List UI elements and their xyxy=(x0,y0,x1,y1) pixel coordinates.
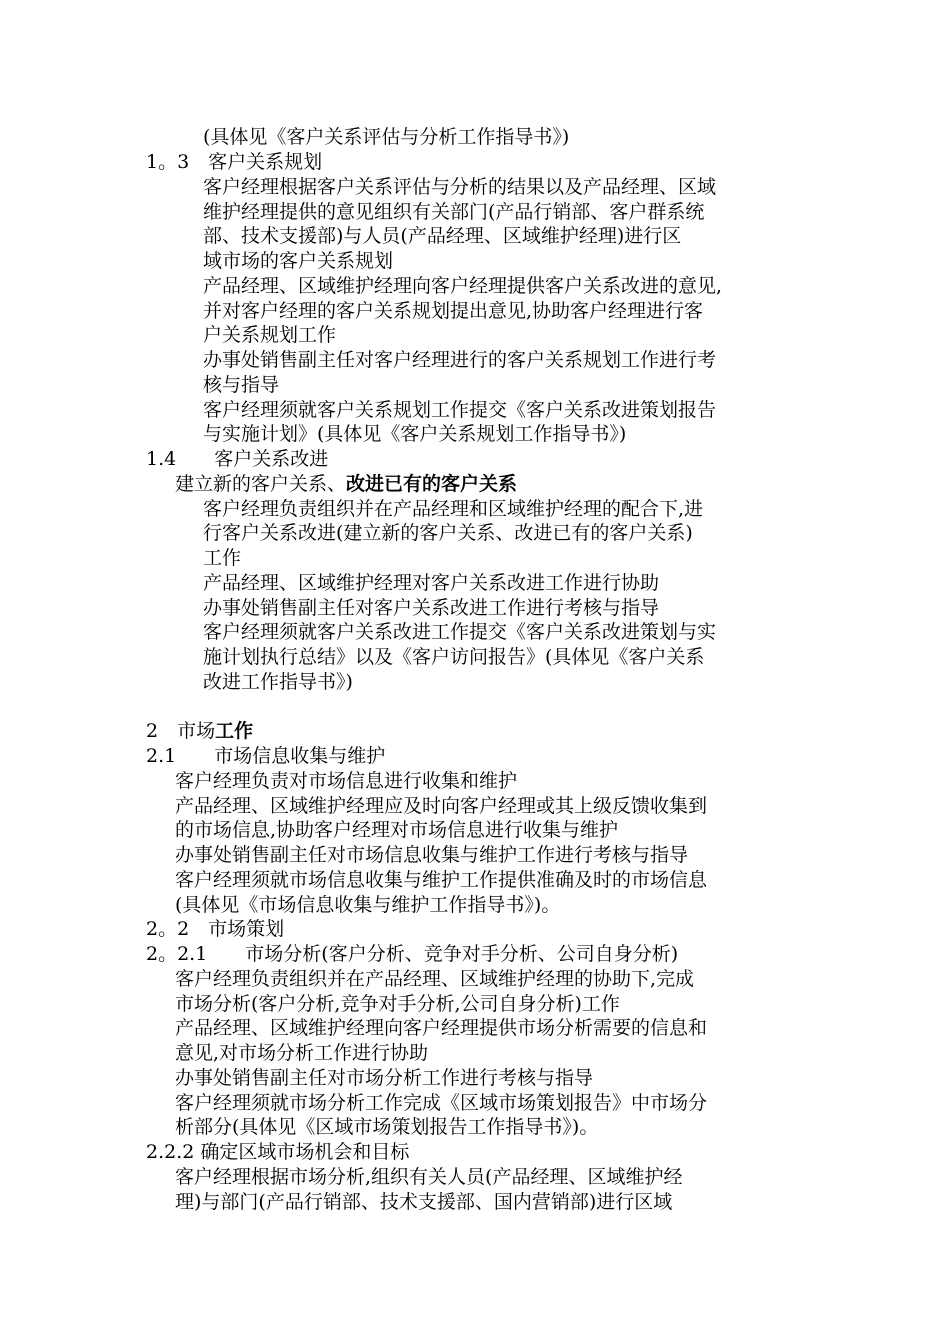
text-line: 客户经理负责组织并在产品经理和区域维护经理的配合下,进 xyxy=(203,498,704,520)
section-heading: 1.4 客户关系改进 xyxy=(146,448,329,470)
text-line: 与实施计划》(具体见《客户关系规划工作指导书》) xyxy=(203,423,627,445)
chapter-heading xyxy=(146,719,253,743)
text-line: 办事处销售副主任对市场分析工作进行考核与指导 xyxy=(175,1067,594,1089)
text-line: 办事处销售副主任对客户经理进行的客户关系规划工作进行考 xyxy=(203,349,717,371)
chapter-heading-bold: 工作 xyxy=(215,720,254,742)
text-line: (具体见《客户关系评估与分析工作指导书》) xyxy=(203,126,570,148)
text-line: 户关系规划工作 xyxy=(203,324,337,346)
section-heading: 1。3 客户关系规划 xyxy=(146,151,323,173)
text-line: 客户经理负责对市场信息进行收集和维护 xyxy=(175,770,518,792)
subsection-heading: 2.2.2 确定区域市场机会和目标 xyxy=(146,1141,410,1163)
text-line: 产品经理、区域维护经理向客户经理提供市场分析需要的信息和 xyxy=(175,1017,708,1039)
text-line: 改进工作指导书》) xyxy=(203,671,353,693)
text-line: 办事处销售副主任对客户关系改进工作进行考核与指导 xyxy=(203,597,660,619)
text-line: 客户经理根据客户关系评估与分析的结果以及产品经理、区域 xyxy=(203,176,717,198)
text-line: 维护经理提供的意见组织有关部门(产品行销部、客户群系统 xyxy=(203,201,705,223)
text-line: 理)与部门(产品行销部、技术支援部、国内营销部)进行区域 xyxy=(175,1191,673,1213)
text-line: 市场分析(客户分析,竞争对手分析,公司自身分析)工作 xyxy=(175,993,620,1015)
text-line: 客户经理须就客户关系规划工作提交《客户关系改进策划报告 xyxy=(203,399,717,421)
subheading-bold: 改进已有的客户关系 xyxy=(346,473,518,495)
text-line: 产品经理、区域维护经理向客户经理提供客户关系改进的意见, xyxy=(203,275,723,297)
text-line: 客户经理根据市场分析,组织有关人员(产品经理、区域维护经 xyxy=(175,1166,683,1188)
text-line: 办事处销售副主任对市场信息收集与维护工作进行考核与指导 xyxy=(175,844,689,866)
subsection-heading: 2。2.1 市场分析(客户分析、竞争对手分析、公司自身分析) xyxy=(146,943,679,965)
text-line: 的市场信息,协助客户经理对市场信息进行收集与维护 xyxy=(175,819,619,841)
text-line: 客户经理须就市场分析工作完成《区域市场策划报告》中市场分 xyxy=(175,1092,708,1114)
text-line: 客户经理须就市场信息收集与维护工作提供准确及时的市场信息 xyxy=(175,869,708,891)
text-line: 施计划执行总结》以及《客户访问报告》(具体见《客户关系 xyxy=(203,646,705,668)
text-line: 客户经理须就客户关系改进工作提交《客户关系改进策划与实 xyxy=(203,621,717,643)
text-line: 并对客户经理的客户关系规划提出意见,协助客户经理进行客 xyxy=(203,300,704,322)
text-line: 产品经理、区域维护经理对客户关系改进工作进行协助 xyxy=(203,572,660,594)
section-heading: 2。2 市场策划 xyxy=(146,918,285,940)
text-line: 域市场的客户关系规划 xyxy=(203,250,394,272)
subheading-line xyxy=(175,472,517,496)
subheading-normal: 建立新的客户关系、 xyxy=(175,473,347,495)
chapter-heading-normal: 2 市场 xyxy=(146,720,216,742)
section-heading: 2.1 市场信息收集与维护 xyxy=(146,745,386,767)
text-line: 工作 xyxy=(203,547,242,569)
text-line: 析部分(具体见《区域市场策划报告工作指导书》)。 xyxy=(175,1116,599,1138)
text-line: 核与指导 xyxy=(203,374,280,396)
text-line: 部、技术支援部)与人员(产品经理、区域维护经理)进行区 xyxy=(203,225,682,247)
text-line: 意见,对市场分析工作进行协助 xyxy=(175,1042,429,1064)
text-line: 客户经理负责组织并在产品经理、区域维护经理的协助下,完成 xyxy=(175,968,695,990)
text-line: (具体见《市场信息收集与维护工作指导书》)。 xyxy=(175,894,561,916)
text-line: 产品经理、区域维护经理应及时向客户经理或其上级反馈收集到 xyxy=(175,795,708,817)
text-line: 行客户关系改进(建立新的客户关系、改进已有的客户关系) xyxy=(203,522,693,544)
